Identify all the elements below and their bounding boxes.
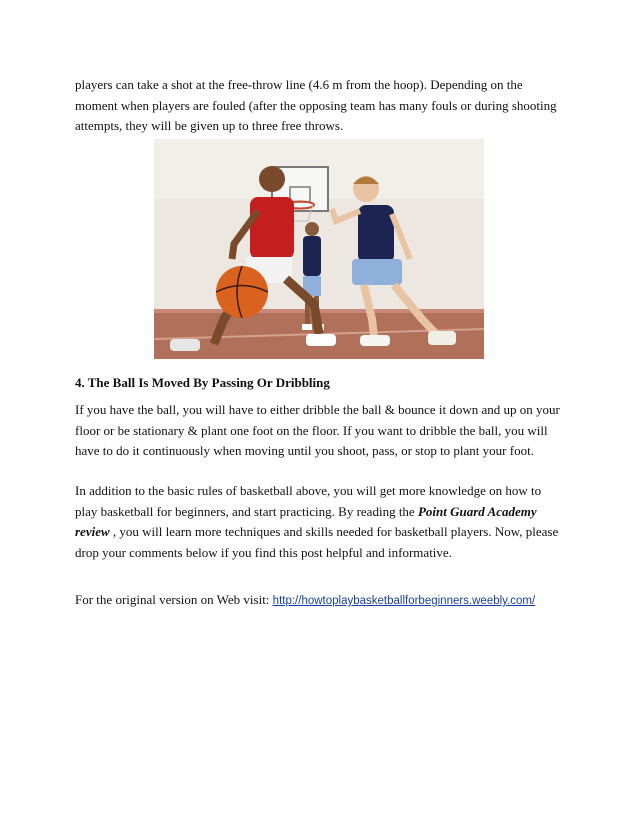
review-emphasis: Point Guard Academy review (75, 503, 537, 539)
original-version-link[interactable]: http://howtoplaybasketballforbeginners.weebly.com/ (272, 595, 536, 607)
paragraph-free-throws: players can take a shot at the free-throw line (4.6 m from the hoop). Depending on the moment when players are fouled (after the opposing team has many fouls or during shooting attempts, they will be given up to three free throws. (75, 77, 557, 133)
conclusion-text-after: , you will learn more techniques and skills needed for basketball players. Now, please drop your comments below if you find this post helpful and informative. (75, 524, 559, 560)
basketball-photo (154, 139, 484, 359)
paragraph-dribbling: If you have the ball, you will have to either dribble the ball & bounce it down and up on your floor or be stationary & plant one foot on the floor. If you want to dribble the ball, you will have to do it continuously when moving until you shoot, pass, or stop to plant your foot. (75, 402, 560, 458)
basketball-players-photo-icon (154, 139, 484, 359)
original-version-label: For the original version on Web visit: (75, 592, 273, 607)
original-version-line (75, 590, 565, 612)
section-heading: 4. The Ball Is Moved By Passing Or Dribbling (75, 375, 330, 390)
paragraph-conclusion (75, 481, 565, 563)
conclusion-text-before: In addition to the basic rules of basketball above, you will get more knowledge on how to play basketball for beginners, and start practicing. By reading the (75, 483, 542, 519)
